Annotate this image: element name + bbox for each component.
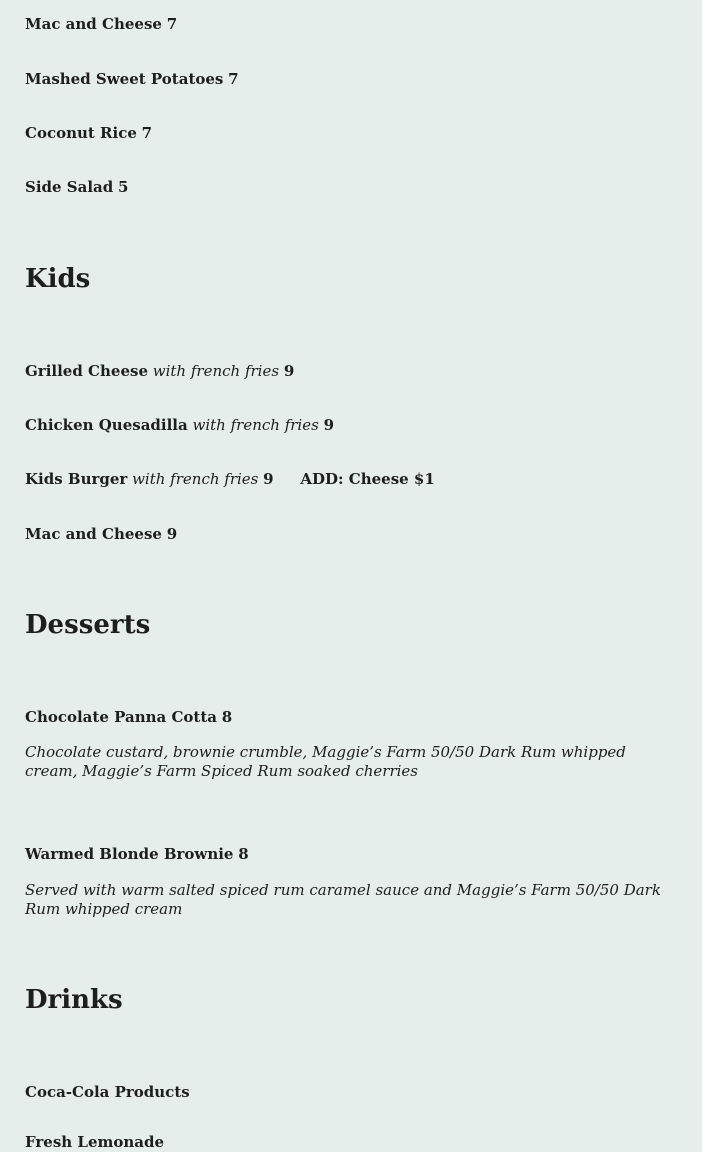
item-price: 8 bbox=[221, 708, 233, 726]
menu-item bbox=[25, 1132, 164, 1152]
item-addon: ADD: Cheese $1 bbox=[300, 470, 435, 488]
menu-item bbox=[25, 415, 334, 435]
menu-item bbox=[25, 361, 294, 381]
item-name: Chicken Quesadilla bbox=[25, 416, 188, 434]
menu-item bbox=[25, 524, 177, 544]
menu-item bbox=[25, 707, 232, 727]
item-name: Mashed Sweet Potatoes bbox=[25, 70, 224, 88]
menu-item bbox=[25, 844, 249, 864]
item-name: Kids Burger bbox=[25, 470, 128, 488]
item-price: 8 bbox=[238, 845, 249, 863]
item-price: 7 bbox=[228, 70, 239, 88]
item-name: Warmed Blonde Brownie bbox=[25, 845, 234, 863]
item-price: 9 bbox=[323, 416, 335, 434]
item-description: Served with warm salted spiced rum caramel sauce and Maggie’s Farm 50/50 Dark Rum whipped cream bbox=[25, 881, 661, 918]
item-price: 9 bbox=[263, 470, 274, 488]
item-price: 5 bbox=[118, 178, 129, 196]
section-heading-drinks: Drinks bbox=[25, 985, 123, 1015]
item-name: Coconut Rice bbox=[25, 124, 137, 142]
section-heading-kids: Kids bbox=[25, 264, 91, 294]
menu-item bbox=[25, 123, 152, 143]
item-price: 9 bbox=[166, 525, 178, 543]
item-price: 9 bbox=[283, 362, 295, 380]
item-note: with french fries bbox=[152, 362, 280, 380]
item-name: Fresh Lemonade bbox=[25, 1133, 165, 1151]
item-note: with french fries bbox=[192, 416, 319, 434]
item-name: Coca-Cola Products bbox=[25, 1083, 190, 1101]
item-name: Mac and Cheese bbox=[25, 525, 162, 543]
item-name: Side Salad bbox=[25, 178, 114, 196]
item-price: 7 bbox=[166, 15, 178, 33]
item-name: Grilled Cheese bbox=[25, 362, 148, 380]
menu-item bbox=[25, 469, 435, 489]
item-name: Mac and Cheese bbox=[25, 15, 162, 33]
item-description: Chocolate custard, brownie crumble, Maggie’s Farm 50/50 Dark Rum whipped cream, Maggie’s Farm Spiced Rum soaked cherries bbox=[25, 743, 626, 780]
item-name: Chocolate Panna Cotta bbox=[25, 708, 217, 726]
menu-item bbox=[25, 69, 239, 89]
menu-item bbox=[25, 14, 177, 34]
menu-item bbox=[25, 177, 128, 197]
menu-item bbox=[25, 1082, 190, 1102]
item-note: with french fries bbox=[132, 470, 259, 488]
item-price: 7 bbox=[141, 124, 153, 142]
section-heading-desserts: Desserts bbox=[25, 610, 151, 640]
